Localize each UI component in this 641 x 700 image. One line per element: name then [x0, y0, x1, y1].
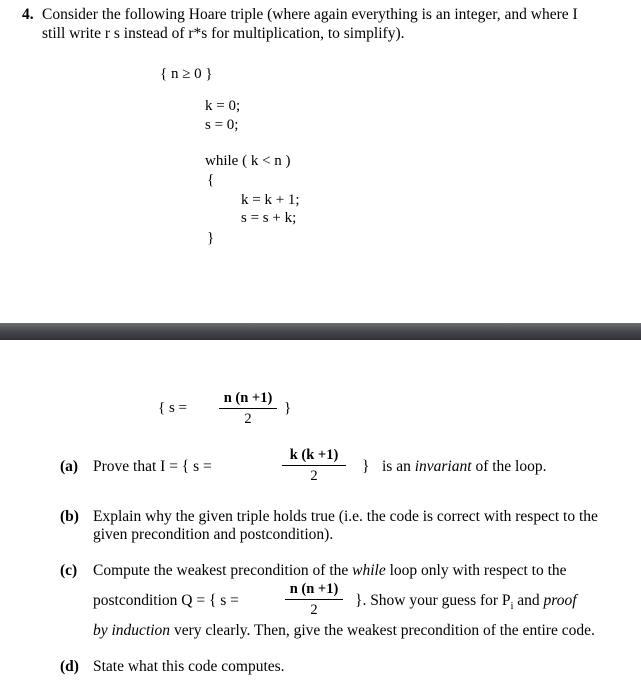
- part-d-text: State what this code computes.: [93, 658, 285, 675]
- fraction-bar: [219, 408, 277, 409]
- problem-intro-line1: Consider the following Hoare triple (where again everything is an integer, and where I: [42, 6, 578, 23]
- part-a-end: of the loop.: [475, 458, 547, 475]
- postcondition-close: }: [284, 400, 292, 416]
- init-k-line: k = 0;: [205, 98, 241, 114]
- fraction-bar: [285, 599, 343, 600]
- part-c-line3: [93, 622, 595, 640]
- fraction-denominator: 2: [310, 602, 318, 618]
- fraction-denominator: 2: [244, 411, 252, 427]
- page-divider: [0, 323, 641, 340]
- part-c-line2-sub: i: [510, 601, 514, 613]
- part-c-line2-text: }. Show your guess for P: [355, 592, 511, 609]
- part-c-fraction: [285, 581, 343, 619]
- part-b-label: (b): [60, 508, 79, 525]
- postcondition-fraction: [219, 390, 277, 428]
- part-c-line2-after: [355, 592, 577, 612]
- part-c-line1: [93, 562, 567, 580]
- part-a-fraction: [282, 447, 346, 485]
- part-c-line1-before: Compute the weakest precondition of the: [93, 562, 349, 579]
- part-a-label: (a): [60, 458, 79, 475]
- part-a-is-an: is an: [382, 458, 411, 475]
- part-a-emph: invariant: [414, 458, 472, 475]
- loop-body-k: k = k + 1;: [241, 192, 300, 208]
- part-c-line1-emph: while: [352, 562, 386, 579]
- part-a-text-after: [382, 458, 546, 476]
- problem-intro-line2: still write r s instead of r*s for multiplication, to simplify).: [42, 25, 405, 42]
- part-a-close-brace: }: [362, 458, 370, 475]
- part-c-line2-emph: proof: [543, 592, 577, 609]
- part-c-line2-and: and: [517, 592, 540, 609]
- part-a-text-before: Prove that I = { s =: [93, 458, 212, 475]
- part-c-line1-after: loop only with respect to the: [389, 562, 567, 579]
- part-b-line1: Explain why the given triple holds true (i.e. the code is correct with respect to the: [93, 508, 598, 525]
- part-b-line2: given precondition and postcondition).: [93, 526, 334, 543]
- part-d-label: (d): [60, 658, 79, 675]
- fraction-numerator: n (n +1): [223, 390, 273, 406]
- fraction-numerator: k (k +1): [289, 447, 339, 463]
- loop-close-brace: }: [207, 230, 215, 246]
- precondition: { n ≥ 0 }: [160, 66, 213, 82]
- fraction-denominator: 2: [310, 468, 318, 484]
- loop-body-s: s = s + k;: [241, 210, 297, 226]
- init-s-line: s = 0;: [205, 117, 239, 133]
- problem-number: 4.: [22, 6, 34, 23]
- loop-open-brace: {: [207, 172, 215, 188]
- fraction-bar: [282, 465, 346, 466]
- while-header: while ( k < n ): [205, 153, 291, 169]
- fraction-numerator: n (n +1): [289, 581, 339, 597]
- part-c-line2-before: postcondition Q = { s =: [93, 592, 239, 609]
- postcondition-open: { s =: [158, 400, 187, 416]
- part-c-line3-after: very clearly. Then, give the weakest precondition of the entire code.: [173, 622, 595, 639]
- part-c-label: (c): [60, 562, 78, 579]
- part-c-line3-emph: by induction: [93, 622, 171, 639]
